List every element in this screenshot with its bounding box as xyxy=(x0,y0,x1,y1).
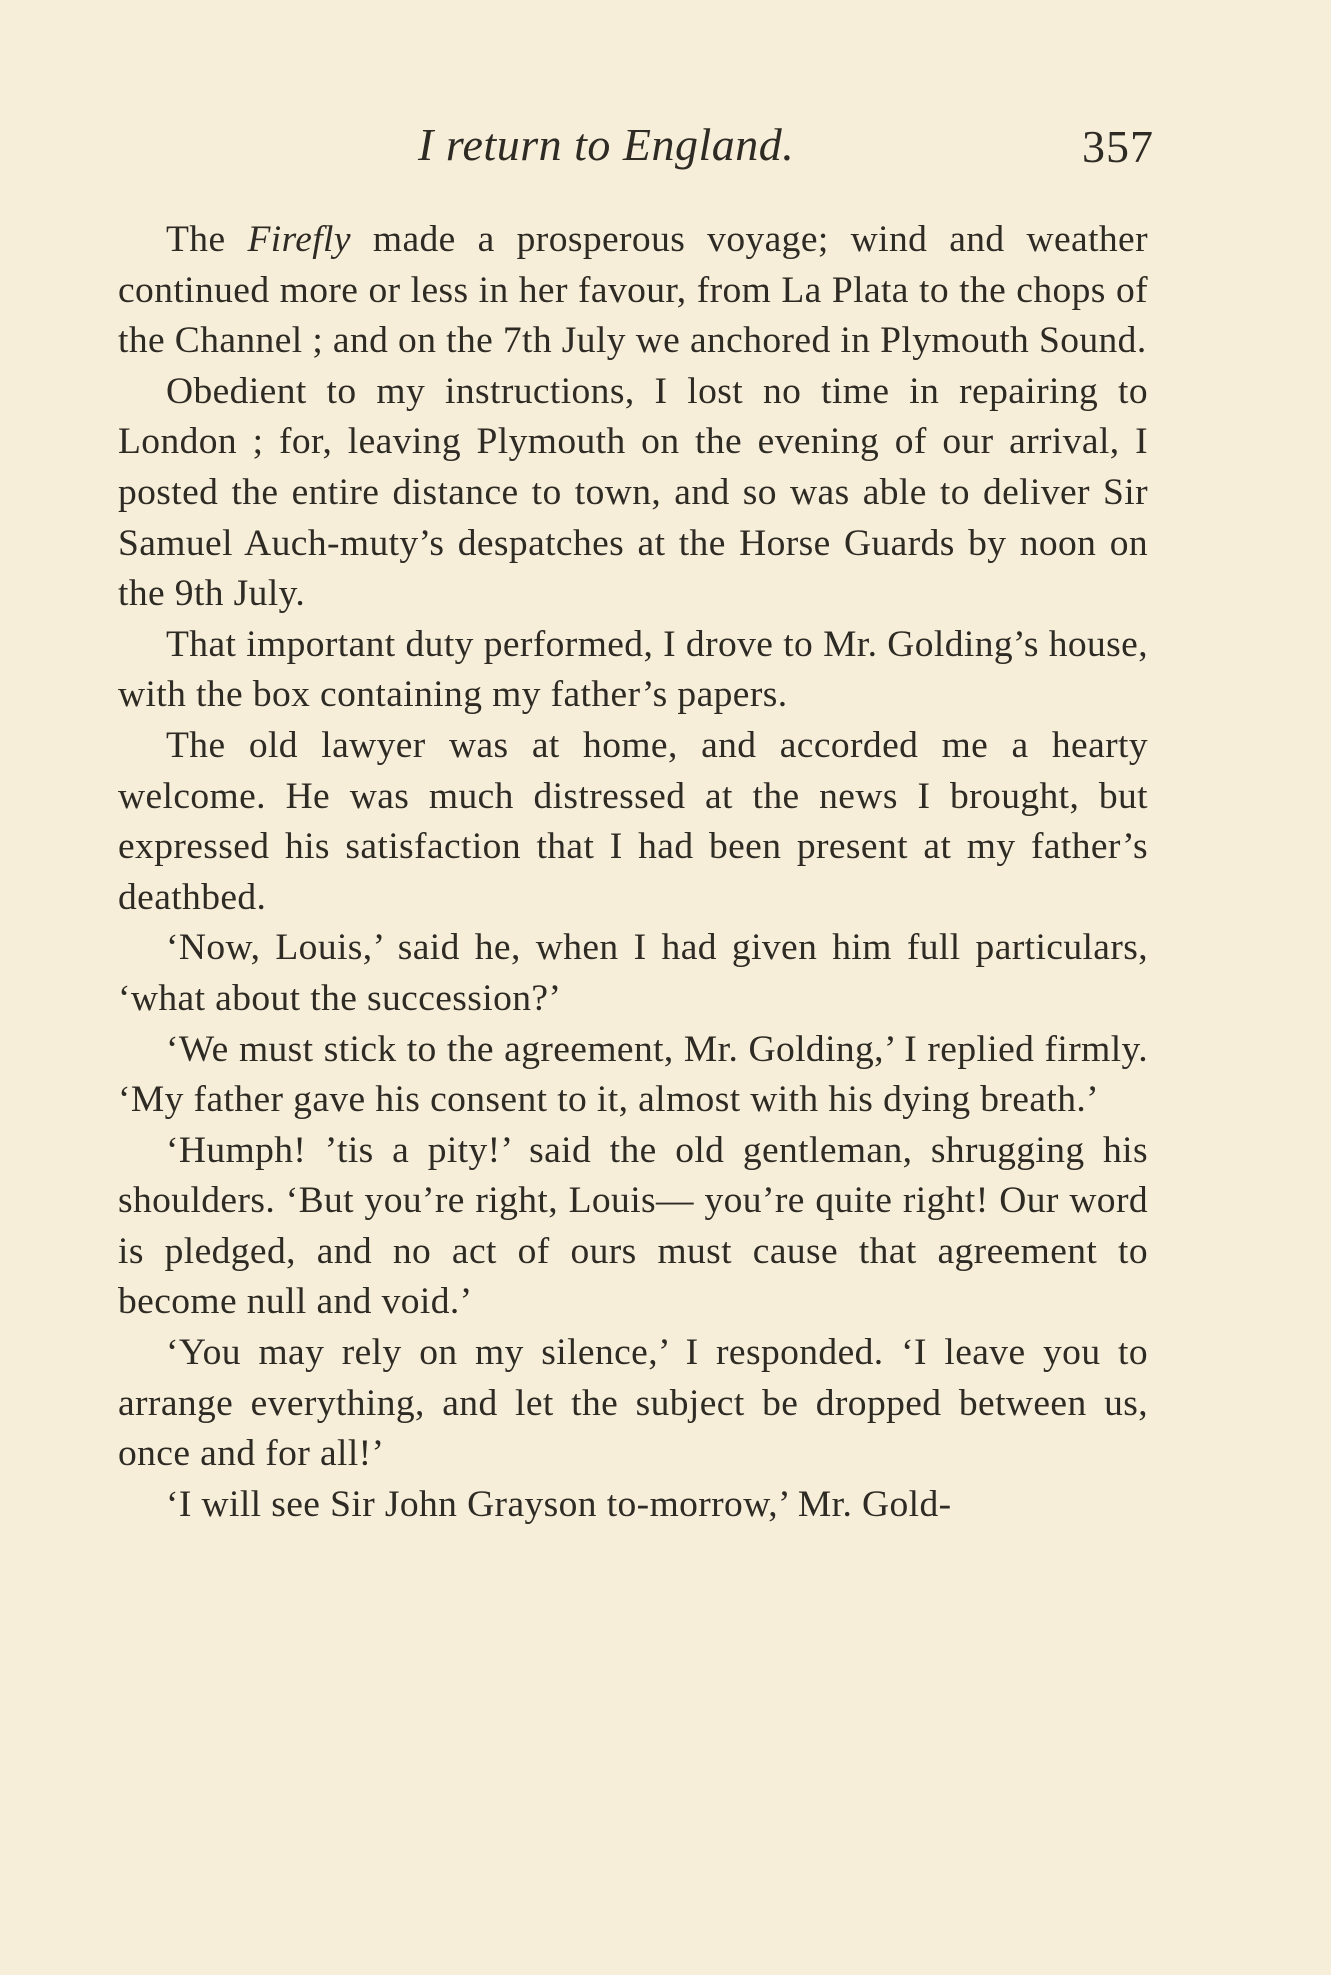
running-title: I return to England. xyxy=(418,119,795,170)
paragraph-1 xyxy=(118,215,1148,367)
paragraph-3: That important duty performed, I drove to Mr. Golding’s house, with the box containing my father’s papers. xyxy=(118,623,1148,716)
paragraph-8: ‘You may rely on my silence,’ I responded. ‘I leave you to arrange everything, and let the subject be dropped between us, once and for all!’ xyxy=(118,1332,1148,1475)
paragraph-2: Obedient to my instructions, I lost no time in repairing to London ; for, leaving Plymouth on the evening of our arrival, I posted the entire distance to town, and so was able to deliver Sir Samuel Auch-muty’s despatches at the Horse Guards by noon on the 9th July. xyxy=(118,370,1148,615)
paragraph-1-start: The xyxy=(166,219,248,260)
paragraph-4: The old lawyer was at home, and accorded me a hearty welcome. He was much distressed at the news I brought, but expressed his satisfaction that I had been present at my father’s deathbed. xyxy=(118,724,1148,918)
paragraph-6: ‘We must stick to the agreement, Mr. Golding,’ I replied firmly. ‘My father gave his consent to it, almost with his dying breath.’ xyxy=(118,1028,1148,1121)
paragraph-5: ‘Now, Louis,’ said he, when I had given him full particulars, ‘what about the succession?’ xyxy=(118,927,1148,1019)
page-number: 357 xyxy=(1082,121,1154,172)
running-head xyxy=(118,118,1154,188)
body-text xyxy=(118,215,1148,1530)
ship-name: Firefly xyxy=(247,219,351,260)
paragraph-7: ‘Humph! ’tis a pity!’ said the old gentleman, shrugging his shoulders. ‘But you’re right, Louis— you’re quite right! Our word is pledged, and no act of ours must cause that agreement to become null and void.’ xyxy=(118,1129,1148,1323)
paragraph-1-rest: made a prosperous voyage; wind and weather continued more or less in her favour, from La Plata to the chops of the Channel ; and on the 7th July we anchored in Plymouth Sound. xyxy=(118,219,1148,362)
paragraph-9: ‘I will see Sir John Grayson to-morrow,’ Mr. Gold- xyxy=(166,1483,952,1525)
